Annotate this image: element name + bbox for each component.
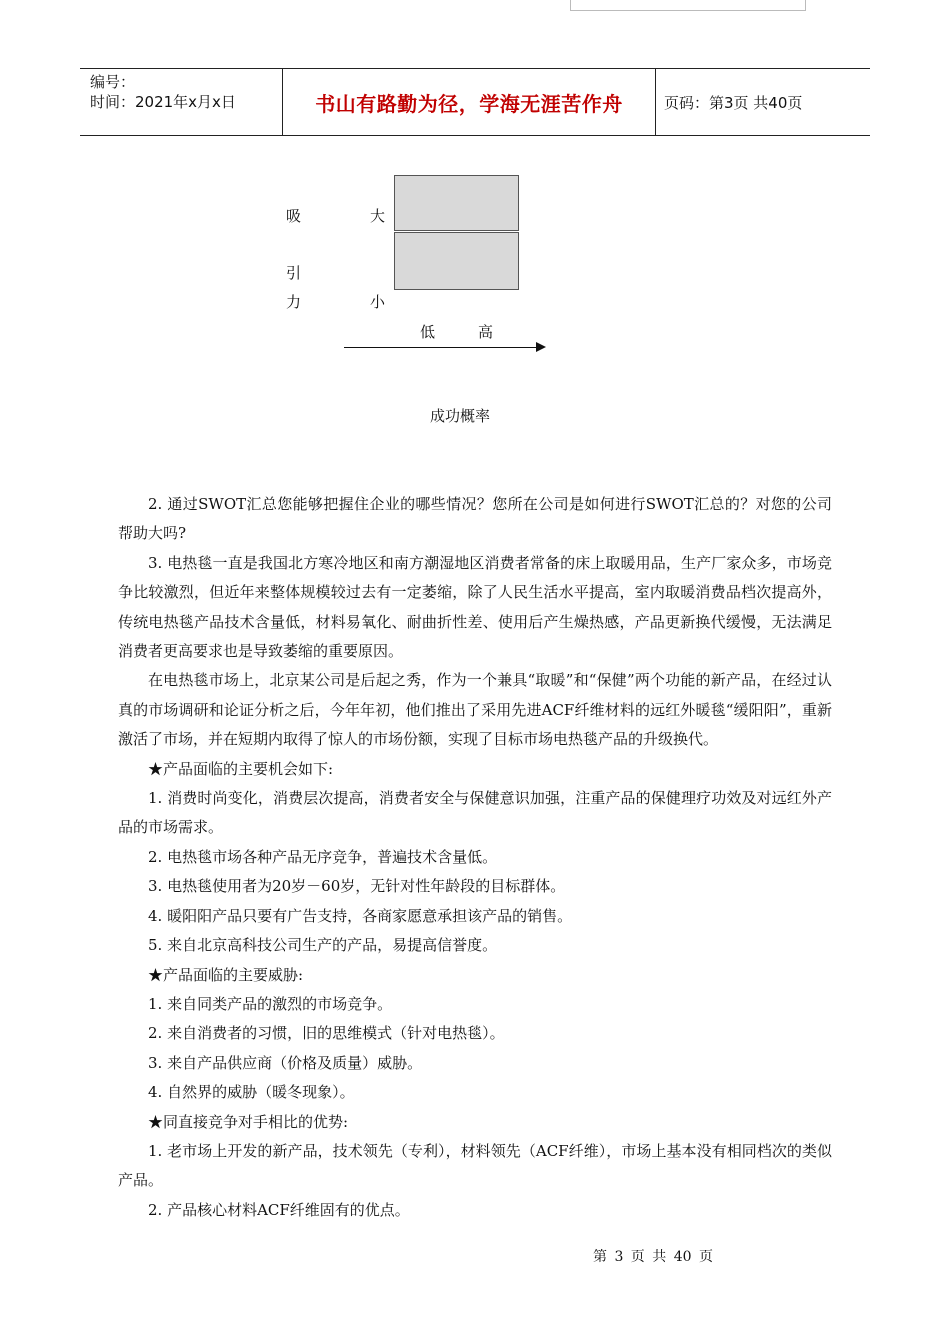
list-item: 4. 自然界的威胁（暖冬现象）。 <box>148 1083 355 1102</box>
y-axis-label-char-1: 吸 <box>286 207 302 225</box>
header-page-info: 页码：第3页 共40页 <box>664 93 803 112</box>
list-item: 1. 消费时尚变化，消费层次提高，消费者安全与保健意识加强，注重产品的保健理疗功效及对远红外产品的市场需求。 <box>118 789 832 837</box>
list-item: 2. 来自消费者的习惯，旧的思维模式（针对电热毯）。 <box>148 1024 505 1043</box>
list-item: 5. 来自北京高科技公司生产的产品，易提高信誉度。 <box>148 936 498 955</box>
paragraph: 2. 通过SWOT汇总您能够把握住企业的哪些情况？您所在公司是如何进行SWOT汇总的？对您的公司帮助大吗? <box>118 495 832 543</box>
section-heading: ★产品面临的主要威胁: <box>148 965 304 984</box>
x-axis-title: 成功概率 <box>430 407 491 425</box>
matrix-lower-cell <box>394 232 519 290</box>
paragraph: 在电热毯市场上，北京某公司是后起之秀，作为一个兼具“取暖”和“保健”两个功能的新产品，在经过认真的市场调研和论证分析之后，今年年初，他们推出了采用先进ACF纤维材料的远红外暖毯“缓阳阳”，重新激活了市场，并在短期内取得了惊人的市场份额，实现了目标市场电热毯产品的升级换代。 <box>118 671 832 749</box>
y-axis-low-label: 小 <box>370 293 386 311</box>
section-heading: ★产品面临的主要机会如下: <box>148 759 334 778</box>
y-axis-high-label: 大 <box>370 207 386 225</box>
header-motto: 书山有路勤为径，学海无涯苦作舟 <box>315 91 623 116</box>
y-axis-label-char-2: 引 <box>286 264 302 282</box>
list-item: 1. 老市场上开发的新产品，技术领先（专利），材料领先（ACF纤维），市场上基本没有相同档次的类似产品。 <box>118 1141 832 1190</box>
list-item: 3. 电热毯使用者为20岁－60岁，无针对性年龄段的目标群体。 <box>148 877 566 896</box>
x-axis-line <box>344 347 536 348</box>
header-number-label: 编号： <box>90 73 136 91</box>
attractiveness-matrix-chart <box>0 0 950 440</box>
section-heading: ★同直接竞争对手相比的优势: <box>148 1112 349 1131</box>
list-item: 3. 来自产品供应商（价格及质量）威胁。 <box>148 1053 423 1072</box>
header-date: 时间：2021年x月x日 <box>90 93 236 111</box>
x-axis-arrow-icon <box>536 342 546 352</box>
list-item: 2. 产品核心材料ACF纤维固有的优点。 <box>148 1200 410 1219</box>
x-axis-high-label: 高 <box>478 323 494 341</box>
paragraph: 3. 电热毯一直是我国北方寒冷地区和南方潮湿地区消费者常备的床上取暖用品，生产厂家众多，市场竞争比较激烈，但近年来整体规模较过去有一定萎缩，除了人民生活水平提高，室内取暖消费品档次提高外，传统电热毯产品技术含量低，材料易氧化、耐曲折性差、使用后产生燥热感，产品更新换代缓慢，无法满足消费者更高要求也是导致萎缩的重要原因。 <box>118 553 832 661</box>
document-body <box>118 490 832 1225</box>
list-item: 2. 电热毯市场各种产品无序竞争，普遍技术含量低。 <box>148 847 498 866</box>
list-item: 1. 来自同类产品的激烈的市场竞争。 <box>148 994 393 1013</box>
page-footer: 第 3 页 共 40 页 <box>593 1249 713 1265</box>
y-axis-label-char-3: 力 <box>286 293 302 311</box>
matrix-upper-cell <box>394 175 519 231</box>
x-axis-low-label: 低 <box>420 323 436 341</box>
list-item: 4. 暖阳阳产品只要有广告支持，各商家愿意承担该产品的销售。 <box>148 906 573 925</box>
